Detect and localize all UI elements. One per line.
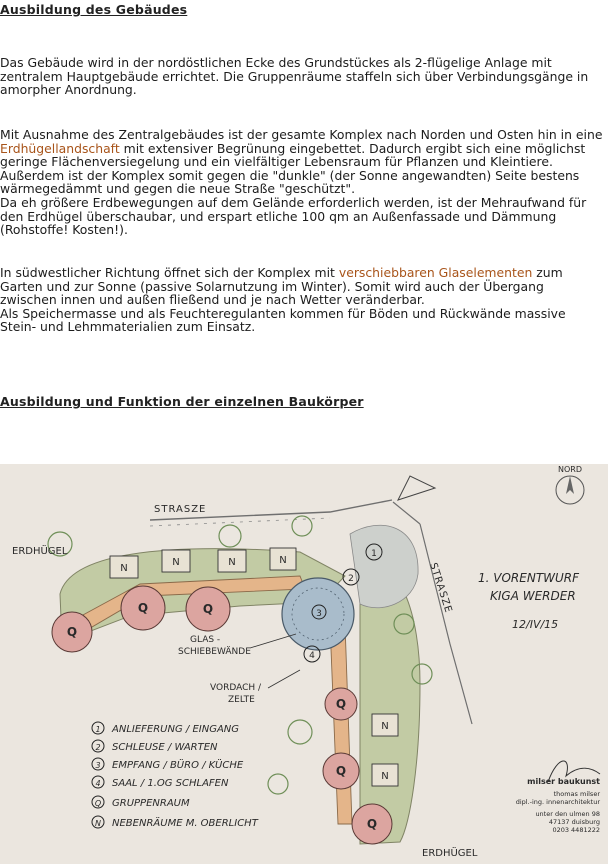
room-n-label: N bbox=[120, 563, 128, 574]
north-label: NORD bbox=[558, 465, 582, 474]
stamp-line: thomas milser bbox=[553, 790, 600, 798]
room-n-label: N bbox=[172, 557, 180, 568]
gravel-area bbox=[350, 525, 418, 608]
legend-text: SAAL / 1.OG SCHLAFEN bbox=[112, 778, 229, 789]
room-q-label: Q bbox=[335, 764, 347, 778]
legend-text: SCHLEUSE / WARTEN bbox=[112, 742, 218, 753]
erdhuegel-bottom-label: ERDHÜGEL bbox=[422, 848, 478, 859]
sketch-subtitle: KIGA WERDER bbox=[490, 589, 576, 603]
link-erdhuegel[interactable]: Erdhügellandschaft bbox=[0, 140, 120, 156]
legend-mark: 3 bbox=[95, 761, 101, 770]
canopy-label: ZELTE bbox=[228, 695, 255, 705]
stamp-line: dipl.-ing. innenarchitektur bbox=[515, 798, 600, 806]
paragraph-layout: Das Gebäude wird in der nordöstlichen Ecke des Grundstückes als 2-flügelige Anlage mit zentralem Hauptgebäude errichtet. Die Gruppenräume staffeln sich über Verbindungsgänge in amorpher Anordnung. bbox=[0, 55, 589, 98]
svg-text:1: 1 bbox=[371, 549, 377, 559]
street-top-label: STRASZE bbox=[154, 504, 207, 515]
stamp-line: 47137 duisburg bbox=[548, 818, 600, 826]
room-n-label: N bbox=[279, 555, 287, 566]
legend-mark: 4 bbox=[95, 779, 101, 788]
legend-mark: N bbox=[95, 819, 101, 828]
glass-label: SCHIEBEWÄNDE bbox=[178, 647, 251, 657]
erdhuegel-left-label: ERDHÜGEL bbox=[12, 546, 68, 557]
section-heading-building: Ausbildung des Gebäudes bbox=[0, 2, 188, 17]
paragraph-text: Mit Ausnahme des Zentralgebäudes ist der gesamte Komplex nach Norden und Osten hin in eine bbox=[0, 127, 603, 142]
svg-text:4: 4 bbox=[309, 651, 315, 661]
paragraph-text: mit extensiver Begrünung eingebettet. Dadurch ergibt sich eine möglichst geringe Flächenversiegelung und ein vielfältiger Lebensraum für Pflanzen und Kleintiere. Außerdem ist der Komplex somit gegen die "dunkle" (der Sonne angewandten) Seite bestens wärmegedämmt und gegen die neue Straße "geschützt". bbox=[0, 140, 586, 197]
legend-text: EMPFANG / BÜRO / KÜCHE bbox=[112, 760, 244, 771]
legend-mark: Q bbox=[94, 799, 102, 808]
link-glass-elements[interactable]: verschiebbaren Glaselementen bbox=[338, 265, 533, 280]
section-heading-buildings: Ausbildung und Funktion der einzelnen Baukörper bbox=[0, 394, 364, 409]
legend-text: GRUPPENRAUM bbox=[112, 798, 190, 809]
site-plan-sketch bbox=[0, 464, 608, 864]
stamp-line: unter den ulmen 98 bbox=[535, 810, 600, 818]
stamp-line: 0203 4481222 bbox=[552, 826, 600, 834]
legend-text: NEBENRÄUME M. OBERLICHT bbox=[112, 818, 258, 829]
stamp-line: milser baukunst bbox=[527, 777, 600, 786]
room-q-label: Q bbox=[137, 601, 149, 615]
room-n-label: N bbox=[381, 721, 389, 732]
paragraph-text: In südwestlicher Richtung öffnet sich der Komplex mit bbox=[0, 265, 339, 280]
room-q-label: Q bbox=[366, 817, 378, 831]
paragraph-text: zum Garten und zur Sonne (passive Solarnutzung im Winter). Somit wird auch der Übergang zwischen innen und außen fließend und je nach Wetter veränderbar. bbox=[0, 265, 563, 308]
paragraph-earth-hill bbox=[0, 128, 604, 237]
room-q-label: Q bbox=[66, 625, 78, 639]
legend-mark: 1 bbox=[95, 725, 101, 734]
paragraph-text: Als Speichermasse und als Feuchteregulanten kommen für Böden und Rückwände massive Stein- und Lehmmaterialien zum Einsatz. bbox=[0, 305, 566, 335]
paragraph-text: Da eh größere Erdbewegungen auf dem Gelände erforderlich werden, ist der Mehraufwand für den Erdhügel überschaubar, und erspart etliche 100 qm an Außenfassade und Dämmung (Rohstoffe! Kosten!). bbox=[0, 194, 587, 238]
paragraph-glass bbox=[0, 266, 604, 334]
svg-text:2: 2 bbox=[348, 574, 354, 584]
room-q-label: Q bbox=[335, 697, 347, 711]
glass-label: GLAS - bbox=[190, 635, 221, 645]
room-n-label: N bbox=[228, 557, 236, 568]
svg-text:3: 3 bbox=[316, 609, 322, 619]
sketch-title: 1. VORENTWURF bbox=[478, 571, 580, 585]
room-q-label: Q bbox=[202, 602, 214, 616]
legend-text: ANLIEFERUNG / EINGANG bbox=[112, 724, 240, 735]
room-n-label: N bbox=[381, 771, 389, 782]
street-right-label: STRASZE bbox=[427, 561, 454, 615]
canopy-label: VORDACH / bbox=[210, 683, 262, 693]
legend-mark: 2 bbox=[95, 743, 101, 752]
sketch-date: 12/IV/15 bbox=[512, 618, 559, 631]
